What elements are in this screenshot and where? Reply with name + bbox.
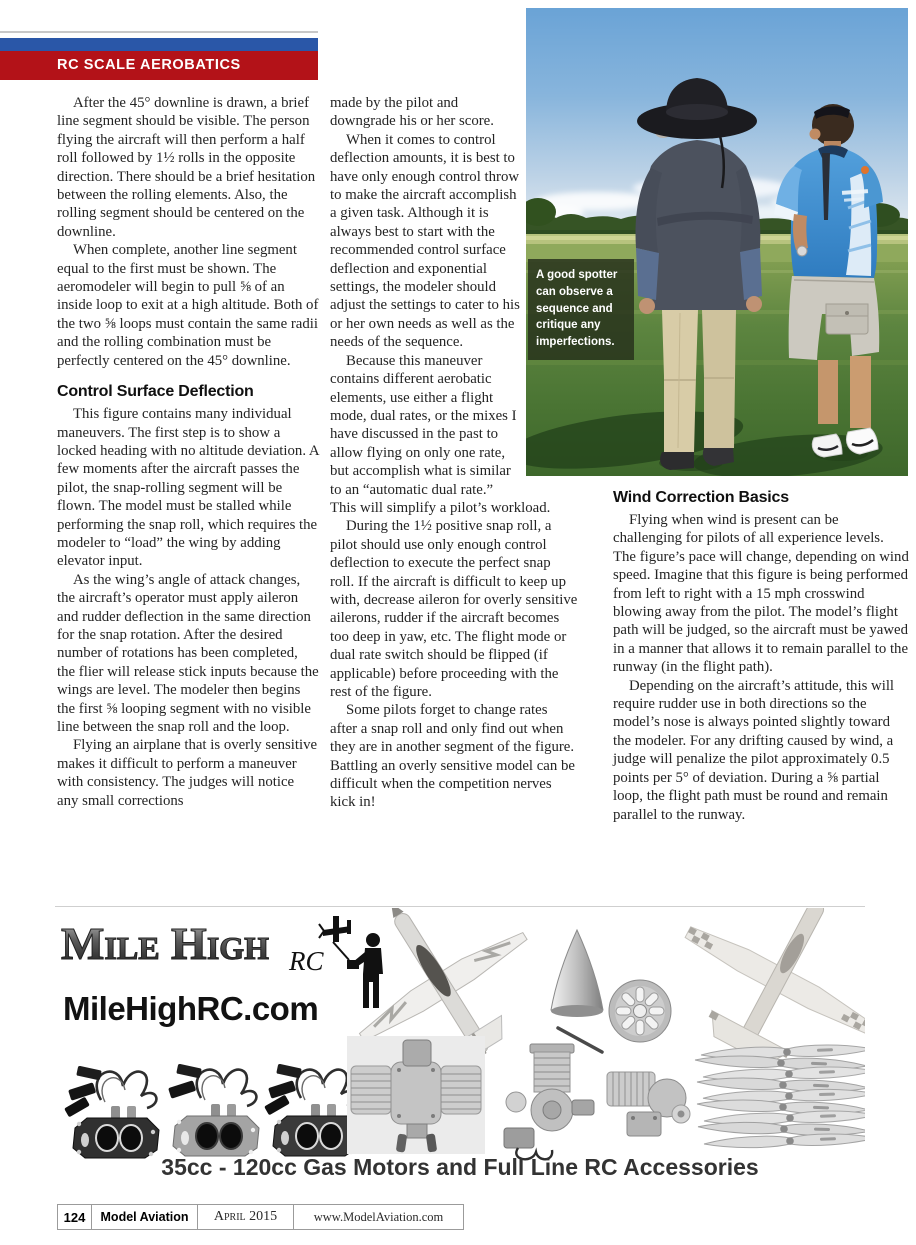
milehigh-logo-rc: RC [289,946,324,976]
advertisement [55,908,865,1198]
milehigh-logo [61,912,391,994]
paragraph: This figure contains many individual maneuvers. The first step is to show a locked heading with no altitude deviation. A few moments after the aircraft passes the pilot, the snap-rolling segment will be flown. The model must be stalled while performing the snap roll, which requires the modeler to “load” the wing by adding elevator input. [57,406,319,570]
paragraph: When complete, another line segment equal to the first must be shown. The aeromodeler will begin to pull ⅝ of an inside loop to exit at a high altitude. Both of the two ⅝ loops must contain the same radii and the rolling combination must be perfectly centered on the 45° downline. [57,242,319,369]
prop-washer-image [609,980,671,1042]
spinner-cone-image [551,930,603,1052]
photo-illustration [526,8,908,476]
paragraph: After the 45° downline is drawn, a brief line segment should be visible. The person flying the aircraft will then perform a half roll followed by 1½ rolls in the opposite direction. There should be a brief hesitation between the rolling elements. Also, the rolling segment should be centered on the downline. [57,95,316,240]
paragraph: As the wing’s angle of attack changes, the aircraft’s operator must apply aileron and rudder deflection in the same direction for the snap rotation. After the desired number of rotations has been completed, the flier will release stick inputs because the wings are level. The modeler then begins the first ⅝ looping segment with no visible line between the snap roll and the loop. [57,571,319,735]
engine-mount-image [607,1072,690,1136]
paragraph: Flying an airplane that is overly sensitive makes it difficult to perform a maneuver with consistency. The judges will notice any small corrections [57,737,318,809]
article-column-1 [57,94,319,810]
subheading-control-surface-deflection: Control Surface Deflection [57,383,254,401]
header-blue-stripe [0,38,318,51]
paragraph: When it comes to control deflection amounts, it is best to have only enough control throw to make the aircraft accomplish a given task. Although it is always best to start with the recommended control surface deflection and exponential settings, the modeler should adjust the settings to cater to his or her own needs as well as the needs of the sequence. [330,131,520,351]
section-title: RC SCALE AEROBATICS [57,57,241,73]
footer-bar [57,1204,464,1230]
single-engine-image [504,1044,594,1159]
ad-tagline: 35cc - 120cc Gas Motors and Full Line RC Accessories [161,1154,759,1180]
paragraph: During the 1½ positive snap roll, a pilot should use only enough control deflection to execute the perfect snap roll. If the aircraft is difficult to keep up with, decrease aileron for overly sensitive ailerons, rudder if the aircraft becomes too deep in yaw, etc. The flight mode or dual rate switch should be flipped (if applicable) before proceeding with the rest of the figure. [330,518,578,700]
article-column-3 [613,489,909,824]
servo-harness-images [64,1064,359,1158]
paragraph: made by the pilot and downgrade his or her score. [330,95,494,130]
paragraph: Some pilots forget to change rates after a snap roll and only find out when they are in another segment of the figure. Battling an overly sensitive model can be difficult when the competition nerves kick in! [330,702,575,811]
photo-caption: A good spotter can observe a sequence and critique any imperfections. [528,259,634,360]
paragraph: Flying when wind is present can be challenging for pilots of all experience levels. The figure’s pace will change, depending on wind speed. Imagine that this figure is being performed from left to right with a 15 mph crosswind blowing away from the pilot. The model’s flight path will be judged, so the aircraft must be yawed in a manner that allows it to remain parallel to the runway (in the flight path). [613,512,909,676]
footer-magazine-title: Model Aviation [91,1205,197,1229]
milehigh-logo-text: Mile High [61,918,270,969]
section-header [0,51,318,80]
paragraph: Depending on the aircraft’s attitude, this will require rudder use in both directions so the model’s nose is always pointed slightly toward the modeler. For any drifting caused by wind, a judge will penalize the pilot approximately 0.5 points per 5° of deviation. During a ⅝ partial loop, the flight path must be round and remain parallel to the runway. [613,677,895,823]
footer-issue-date: April 2015 [197,1205,293,1229]
field-photo [526,8,908,476]
paragraph: Because this maneuver contains different aerobatic elements, use either a flight mode, dual rates, or the mixes I have discussed in the past to allow flying on only one rate, but accomplish what is similar to an “automatic dual rate.” This will simplify a pilot’s workload. [330,352,551,516]
subheading-wind-correction-basics: Wind Correction Basics [613,489,789,506]
header-top-hairline [0,31,318,33]
footer-website: www.ModelAviation.com [293,1205,463,1229]
ad-website: MileHighRC.com [63,990,319,1027]
ad-divider-rule [55,906,865,907]
twin-engine-image [347,1036,485,1154]
propeller-stack-image [695,1043,865,1149]
pilot-silhouette-icon [317,912,397,1012]
footer-page-number: 124 [63,1209,86,1225]
